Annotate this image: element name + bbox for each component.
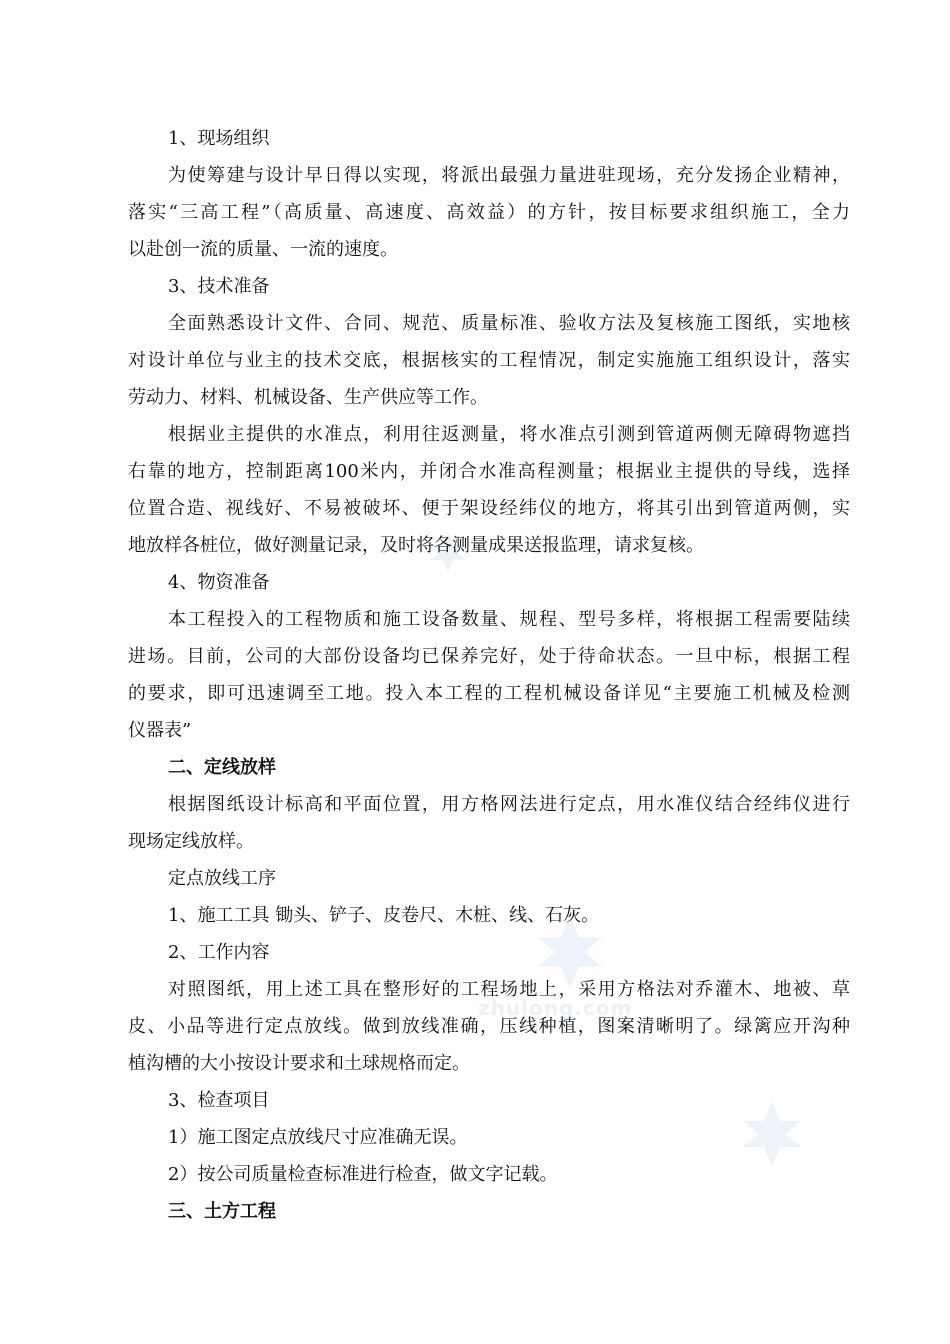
- text-line: 4、物资准备: [168, 572, 270, 593]
- text-line: 本工程投入的工程物质和施工设备数量、规程、型号多样，将根据工程需要陆续: [168, 609, 850, 630]
- text-line: 劳动力、材料、机械设备、生产供应等工作。: [128, 387, 488, 408]
- text-line: 进场。目前，公司的大部份设备均已保养完好，处于待命状态。一旦中标，根据工程: [128, 646, 850, 667]
- text-line: 1、施工工具 锄头、铲子、皮卷尺、木桩、线、石灰。: [168, 905, 600, 926]
- text-line: 为使筹建与设计早日得以实现，将派出最强力量进驻现场，充分发扬企业精神，: [168, 165, 850, 186]
- text-line: 仪器表”: [128, 720, 192, 741]
- text-line: 对设计单位与业主的技术交底，根据核实的工程情况，制定实施施工组织设计，落实: [128, 350, 850, 371]
- text-line: 植沟槽的大小按设计要求和土球规格而定。: [128, 1053, 470, 1074]
- text-line: 现场定线放样。: [128, 831, 254, 852]
- text-line: 位置合造、视线好、不易被破坏、便于架设经纬仪的地方，将其引出到管道两侧，实: [128, 498, 850, 519]
- text-line: 1、现场组织: [168, 128, 270, 149]
- text-line: 根据图纸设计标高和平面位置，用方格网法进行定点，用水准仪结合经纬仪进行: [168, 794, 850, 815]
- text-line: 2）按公司质量检查标准进行检查，做文字记载。: [168, 1164, 558, 1185]
- text-line: 定点放线工序: [168, 868, 276, 889]
- text-line: 右靠的地方，控制距离100米内，并闭合水准高程测量；根据业主提供的导线，选择: [128, 461, 850, 482]
- watermark-text: zhulong.com: [478, 996, 633, 1020]
- text-line: 2、工作内容: [168, 942, 270, 963]
- text-line: 落实“三高工程”（高质量、高速度、高效益）的方针，按目标要求组织施工，全力: [128, 202, 850, 223]
- text-line: 3、技术准备: [168, 276, 270, 297]
- text-line: 根据业主提供的水准点，利用往返测量，将水准点引测到管道两侧无障碍物遮挡: [168, 424, 850, 445]
- text-line: 以赴创一流的质量、一流的速度。: [128, 239, 398, 260]
- document-body: [128, 120, 850, 1230]
- text-line: 地放样各桩位，做好测量记录，及时将各测量成果送报监理，请求复核。: [128, 535, 704, 556]
- section-heading: 三、土方工程: [168, 1201, 276, 1222]
- text-line: 1）施工图定点放线尺寸应准确无误。: [168, 1127, 468, 1148]
- text-line: 皮、小品等进行定点放线。做到放线准确，压线种植，图案清晰明了。绿篱应开沟种: [128, 1016, 850, 1037]
- text-line: 全面熟悉设计文件、合同、规范、质量标准、验收方法及复核施工图纸，实地核: [168, 313, 850, 334]
- text-line: 对照图纸，用上述工具在整形好的工程场地上，采用方格法对乔灌木、地被、草: [168, 979, 850, 1000]
- section-heading: 二、定线放样: [168, 757, 276, 778]
- text-line: 3、检查项目: [168, 1090, 270, 1111]
- text-line: 的要求，即可迅速调至工地。投入本工程的工程机械设备详见“主要施工机械及检测: [128, 683, 850, 704]
